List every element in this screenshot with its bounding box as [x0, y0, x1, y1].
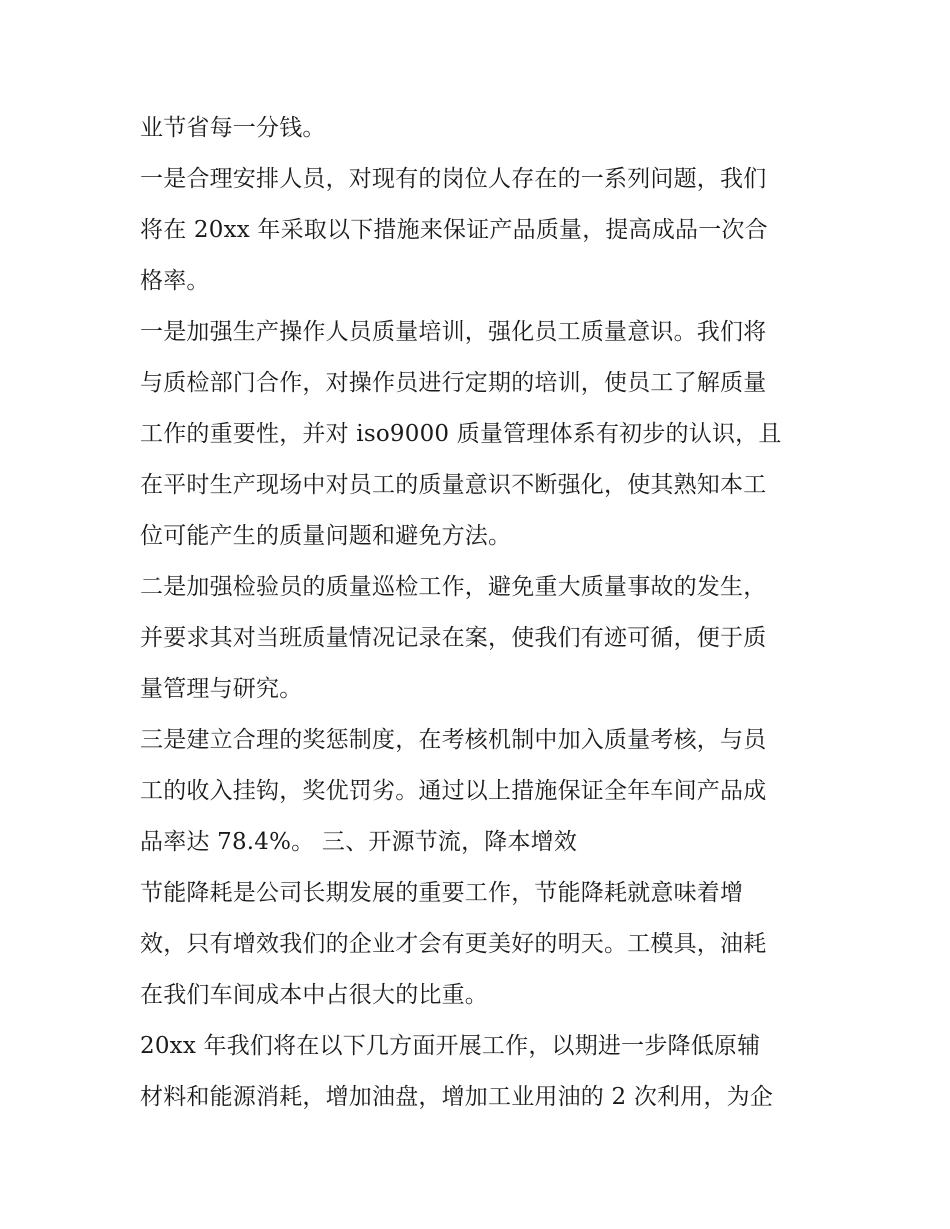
text-line: 格率。 [140, 268, 210, 294]
text-line: 位可能产生的质量问题和避免方法。 [140, 523, 512, 549]
text-line: 效，只有增效我们的企业才会有更美好的明天。工模具，油耗 [140, 931, 767, 957]
text-line: 品率达 78.4%。 三、开源节流，降本增效 [140, 829, 578, 855]
text-line: 20xx 年我们将在以下几方面开展工作，以期进一步降低原辅 [140, 1033, 761, 1059]
document-body [140, 103, 820, 1123]
text-line: 并要求其对当班质量情况记录在案，使我们有迹可循，便于质 [140, 625, 767, 651]
text-line: 在我们车间成本中占很大的比重。 [140, 982, 488, 1008]
text-line: 量管理与研究。 [140, 676, 303, 702]
text-line: 二是加强检验员的质量巡检工作，避免重大质量事故的发生， [140, 574, 767, 600]
text-line: 一是合理安排人员，对现有的岗位人存在的一系列问题，我们 [140, 166, 767, 192]
text-line: 将在 20xx 年采取以下措施来保证产品质量，提高成品一次合 [140, 217, 768, 243]
text-line: 业节省每一分钱。 [140, 115, 326, 141]
text-line: 与质检部门合作，对操作员进行定期的培训，使员工了解质量 [140, 370, 767, 396]
text-line: 在平时生产现场中对员工的质量意识不断强化，使其熟知本工 [140, 472, 767, 498]
text-line: 材料和能源消耗，增加油盘，增加工业用油的 2 次利用，为企 [140, 1084, 774, 1110]
text-line: 一是加强生产操作人员质量培训，强化员工质量意识。我们将 [140, 319, 767, 345]
text-line: 三是建立合理的奖惩制度，在考核机制中加入质量考核，与员 [140, 727, 767, 753]
text-line: 工作的重要性，并对 iso9000 质量管理体系有初步的认识，且 [140, 421, 782, 447]
text-line: 节能降耗是公司长期发展的重要工作，节能降耗就意味着增 [140, 880, 744, 906]
text-line: 工的收入挂钩，奖优罚劣。通过以上措施保证全年车间产品成 [140, 778, 767, 804]
